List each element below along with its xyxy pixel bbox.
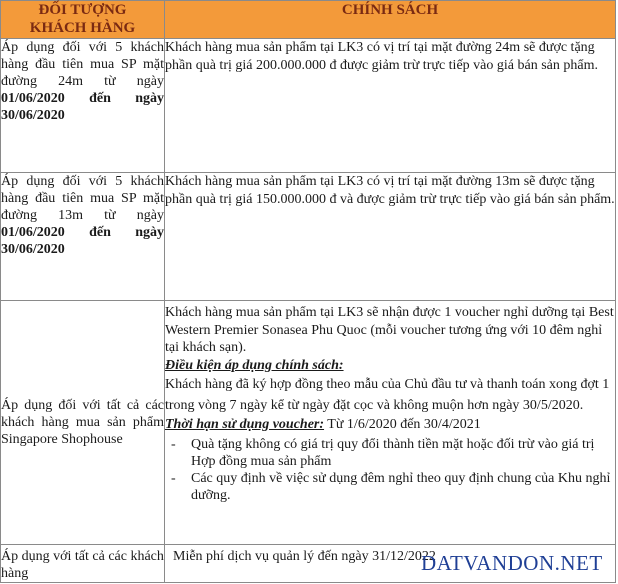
row-subject bbox=[1, 545, 165, 583]
policy-paragraph: Miễn phí dịch vụ quản lý đến ngày 31/12/2022 bbox=[173, 549, 436, 564]
policy-paragraph: Khách hàng mua sản phẩm tại LK3 có vị trí tại mặt đường 24m sẽ được tặng phần quà trị giá 200.000.000 đ được giảm trừ trực tiếp vào giá bán sản phẩm. bbox=[165, 40, 598, 73]
subject-text: Áp dụng đối với 5 khách hàng đầu tiên mua SP mặt đường 13m từ ngày bbox=[1, 174, 164, 223]
voucher-period: Từ 1/6/2020 đến 30/4/2021 bbox=[324, 417, 481, 432]
table-row bbox=[1, 301, 616, 545]
row-subject bbox=[1, 301, 165, 545]
row-subject bbox=[1, 39, 165, 173]
header-customer-line1: ĐỐI TƯỢNG bbox=[38, 2, 127, 18]
conditions-title: Điều kiện áp dụng chính sách: bbox=[165, 357, 344, 373]
subject-text: Áp dụng đối với tất cả các khách hàng mua sản phẩm Singapore Shophouse bbox=[1, 398, 164, 447]
dash-bullet-icon: - bbox=[171, 436, 176, 452]
voucher-line bbox=[165, 416, 615, 434]
voucher-rules-list bbox=[165, 436, 615, 504]
subject-text: Áp dụng đối với 5 khách hàng đầu tiên mua SP mặt đường 24m từ ngày bbox=[1, 40, 164, 89]
header-customer-line2: KHÁCH HÀNG bbox=[29, 20, 136, 36]
subject-text: Áp dụng với tất cả các khách hàng bbox=[1, 549, 164, 581]
dash-bullet-icon: - bbox=[171, 470, 176, 486]
list-item bbox=[165, 436, 615, 470]
policy-intro: Khách hàng mua sản phẩm tại LK3 sẽ nhận được 1 voucher nghỉ dưỡng tại Best Western Premier Sonasea Phu Quoc (mỗi voucher tương ứng với 10 đêm nghỉ tại khách sạn). bbox=[165, 305, 614, 355]
row-subject bbox=[1, 173, 165, 301]
list-item-text: Các quy định về việc sử dụng đêm nghỉ theo quy định chung của Khu nghỉ dưỡng. bbox=[191, 470, 611, 503]
policy-paragraph: Khách hàng mua sản phẩm tại LK3 có vị trí tại mặt đường 13m sẽ được tặng phần quà trị giá 150.000.000 đ và được giảm trừ trực tiếp vào giá bán sản phẩm. bbox=[165, 174, 615, 207]
row-policy bbox=[165, 301, 616, 545]
voucher-title: Thời hạn sử dụng voucher: bbox=[165, 417, 325, 432]
list-item-text: Quà tặng không có giá trị quy đổi thành tiền mặt hoặc đối trừ vào giá trị Hợp đồng mua sản phẩm bbox=[191, 436, 595, 469]
conditions-text: Khách hàng đã ký hợp đồng theo mẫu của Chủ đầu tư và thanh toán xong đợt 1 trong vòng 7 ngày kể từ ngày đặt cọc và không muộn hơn ngày 30/5/2020. bbox=[165, 377, 610, 413]
row-policy bbox=[165, 173, 616, 301]
header-customer-subject bbox=[1, 1, 165, 39]
table-header-row bbox=[1, 1, 616, 39]
table-row bbox=[1, 39, 616, 173]
list-item bbox=[165, 470, 615, 504]
header-policy: CHÍNH SÁCH bbox=[165, 1, 616, 39]
table-row bbox=[1, 173, 616, 301]
watermark-text: DATVANDON.NET bbox=[421, 551, 603, 575]
subject-dates: 01/06/2020 đến ngày 30/06/2020 bbox=[1, 225, 164, 257]
row-policy bbox=[165, 39, 616, 173]
subject-dates: 01/06/2020 đến ngày 30/06/2020 bbox=[1, 91, 164, 123]
